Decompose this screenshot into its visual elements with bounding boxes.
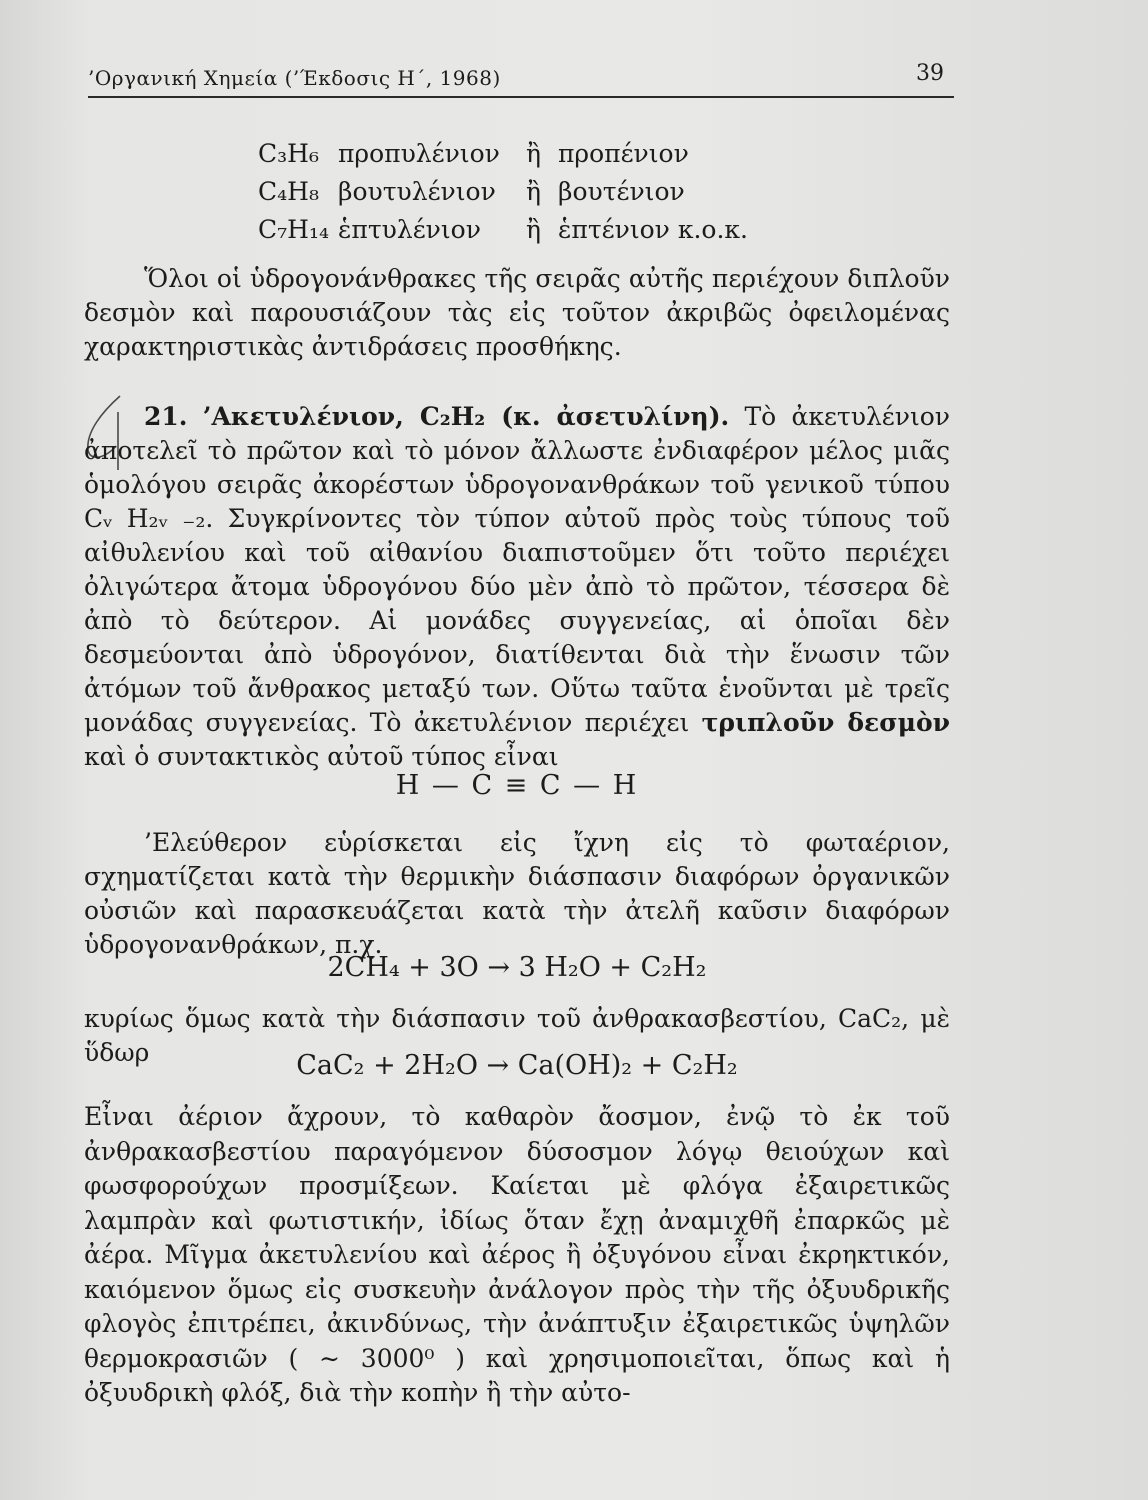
paragraph-properties <box>84 1100 950 1411</box>
paragraph-text: Ὅλοι οἱ ὑδρογονάνθρακες τῆς σειρᾶς αὐτῆς περιέχουν διπλοῦν δεσμὸν καὶ παρουσιάζουν τὰς εἰς τοῦτον ἀκριβῶς ὀφειλομένας χαρακτηριστικὰς ἀντιδράσεις προσθήκης. <box>84 264 950 361</box>
bold-phrase: τριπλοῦν δεσμὸν <box>701 708 950 737</box>
paragraph-text: Εἶναι ἀέριον ἄχρουν, τὸ καθαρὸν ἄοσμον, ἐνῷ τὸ ἐκ τοῦ ἀνθρακασβεστίου παραγόμενον δύσοσμον λόγῳ θειούχων καὶ φωσφορούχων προσμίξεων. Καίεται μὲ φλόγα ἐξαιρετικῶς λαμπρὰν καὶ φωτιστικήν, ἰδίως ὅταν ἔχῃ ἀναμιχθῆ ἐπαρκῶς μὲ ἀέρα. Μῖγμα ἀκετυλενίου καὶ ἀέρος ἢ ὀξυγόνου εἶναι ἐκρηκτικόν, καιόμενον ὅμως εἰς συσκευὴν ἀνάλογον πρὸς τὴν τῆς ὀξυυδρικῆς φλογὸς ἐπιτρέπει, ἀκινδύνως, τὴν ἀνάπτυξιν ἐξαιρετικῶς ὑψηλῶν θερμοκρασιῶν ( ∼ 3000⁰ ) καὶ χρησιμοποιεῖται, ὅπως καὶ ἡ ὀξυυδρικὴ φλόξ, διὰ τὴν κοπὴν ἢ τὴν αὐτο- <box>84 1102 950 1407</box>
formula-row <box>258 211 748 249</box>
section-number: 21. <box>144 402 188 431</box>
paragraph-double-bond <box>84 262 950 364</box>
reaction-equation-2: CaC₂ + 2H₂O → Ca(OH)₂ + C₂H₂ <box>296 1050 738 1081</box>
reaction-equation-1: 2CH₄ + 3O → 3 H₂O + C₂H₂ <box>327 952 707 983</box>
formula-alt-name: προπένιον <box>558 139 689 168</box>
formula: C₃H₆ <box>258 139 319 168</box>
structural-formula: H — C ≡ C — H <box>395 770 639 801</box>
page-number: 39 <box>916 61 944 86</box>
header-title: ’Οργανική Χημεία (’Έκδοσις Η΄, 1968) <box>88 66 501 90</box>
formula-or: ἢ <box>526 139 541 168</box>
section-body-end: καὶ ὁ συντακτικὸς αὐτοῦ τύπος εἶναι <box>84 742 559 771</box>
formula-alt-name: ἑπτένιον κ.ο.κ. <box>558 215 748 244</box>
paragraph-text: κυρίως ὅμως κατὰ τὴν διάσπασιν τοῦ ἀνθρακασβεστίου, CaC₂, μὲ ὕδωρ <box>84 1004 950 1067</box>
section-title: ’Ακετυλένιον, C₂H₂ (κ. ἀσετυλίνη). <box>202 402 730 431</box>
formula: C₇H₁₄ <box>258 215 329 244</box>
formula-or: ἢ <box>526 177 541 206</box>
paragraph-text: ’Ελεύθερον εὑρίσκεται εἰς ἴχνη εἰς τὸ φωταέριον, σχηματίζεται κατὰ τὴν θερμικὴν διάσπασιν διαφόρων ὀργανικῶν οὐσιῶν καὶ παρασκευάζεται κατὰ τὴν ἀτελῆ καῦσιν διαφόρων ὑδρογονανθράκων, π.χ. <box>84 828 950 959</box>
paragraph-occurrence <box>84 826 950 962</box>
formula-or: ἢ <box>526 215 541 244</box>
alkene-formula-list <box>258 135 748 249</box>
formula-name: προπυλένιον <box>338 139 500 168</box>
section-body: Τὸ ἀκετυλένιον ἀποτελεῖ τὸ πρῶτον καὶ τὸ μόνον ἄλλωστε ἐνδιαφέρον μέλος μιᾶς ὁμολόγου σειρᾶς ἀκορέστων ὑδρογονανθράκων τοῦ γενικοῦ τύπου Cᵥ H₂ᵥ ₋₂. Συγκρίνοντες τὸν τύπον αὐτοῦ πρὸς τοὺς τύπους τοῦ αἰθυλενίου καὶ τοῦ αἰθανίου διαπιστοῦμεν ὅτι τοῦτο περιέχει ὀλιγώτερα ἄτομα ὑδρογόνου δύο μὲν ἀπὸ τὸ πρῶτον, τέσσερα δὲ ἀπὸ τὸ δεύτερον. Αἱ μονάδες συγγενείας, αἱ ὁποῖαι δὲν δεσμεύονται ἀπὸ ὑδρογόνον, διατίθενται διὰ τὴν ἕνωσιν τῶν ἀτόμων τοῦ ἄνθρακος μεταξύ των. Οὕτω ταῦτα ἑνοῦνται μὲ τρεῖς μονάδας συγγενείας. Τὸ ἀκετυλένιον περιέχει <box>84 402 950 737</box>
formula-row <box>258 135 748 173</box>
formula-row <box>258 173 748 211</box>
formula-name: ἑπτυλένιον <box>338 215 481 244</box>
formula-alt-name: βουτένιον <box>558 177 685 206</box>
running-header <box>88 62 954 98</box>
formula: C₄H₈ <box>258 177 319 206</box>
formula-name: βουτυλένιον <box>338 177 496 206</box>
section-21 <box>84 400 950 774</box>
